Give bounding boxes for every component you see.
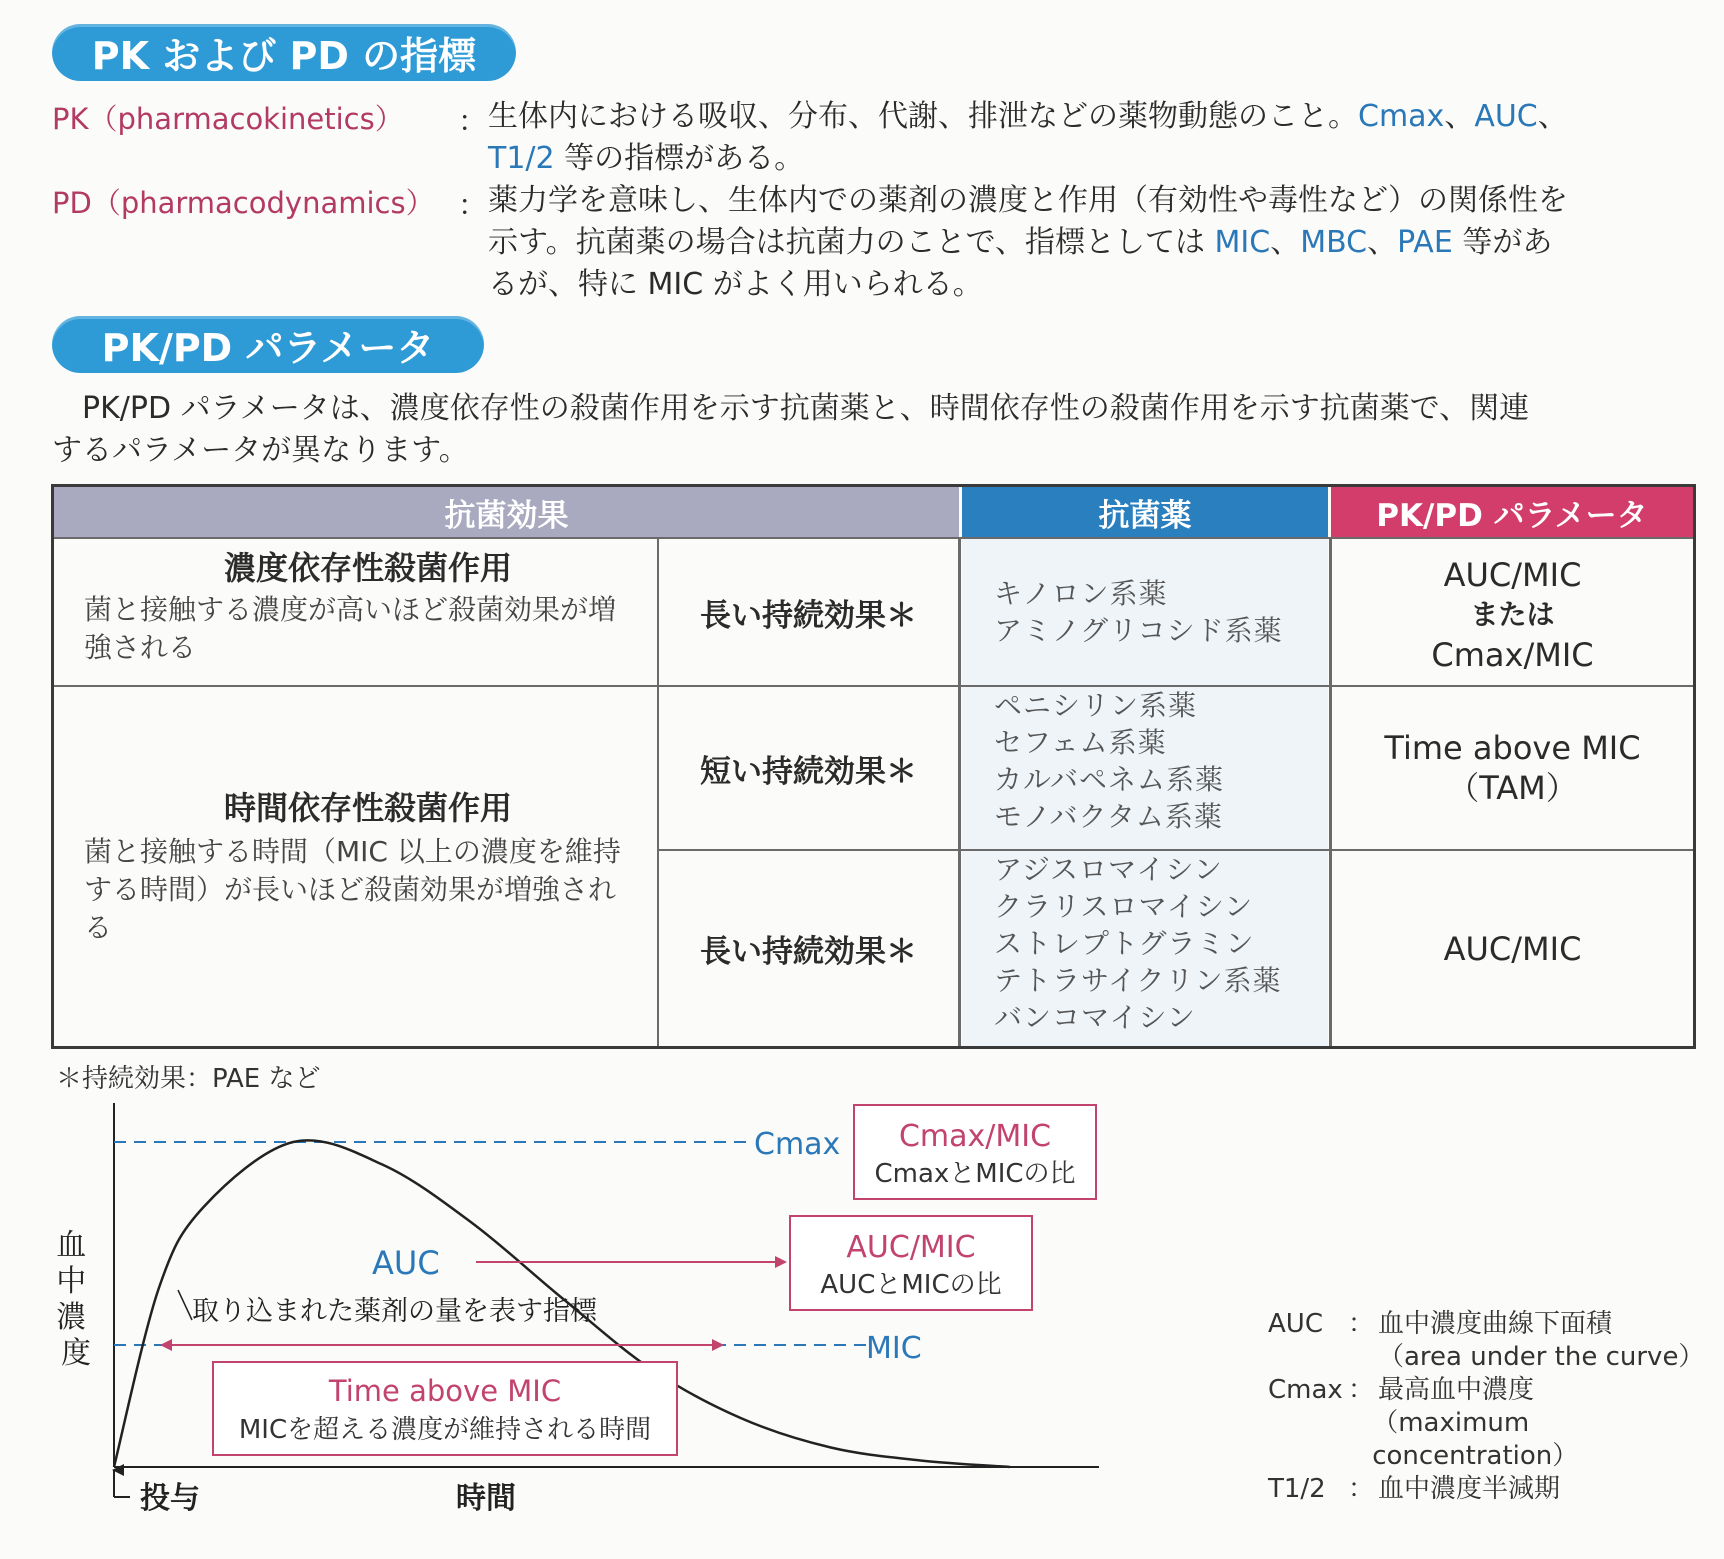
param-line: AUC/MIC: [1443, 929, 1582, 968]
drug-item: アミノグリコシド系薬: [994, 614, 1283, 647]
glossary-desc: 血中濃度曲線下面積: [1378, 1309, 1613, 1339]
ylabel-char: 濃: [56, 1300, 87, 1335]
x-origin-label: 投与: [140, 1481, 200, 1516]
tam-title: Time above MIC: [328, 1374, 562, 1408]
param-line: Cmax/MIC: [1431, 636, 1594, 674]
cmax-label: Cmax: [754, 1127, 841, 1162]
pd-line-3: るが、特に MIC がよく用いられる。: [488, 267, 983, 302]
auc-pointer: [178, 1290, 192, 1320]
pd-term: PD（pharmacodynamics）: [52, 186, 435, 220]
table-footnote: ＊持続効果：PAE など: [56, 1064, 321, 1094]
effect-time-desc: 菌と接触する時間（MIC 以上の濃度を維持する時間）が長いほど殺菌効果が増強される: [84, 835, 621, 944]
section-heading-text: PK および PD の指標: [91, 34, 477, 78]
param-line: または: [1470, 598, 1555, 631]
tam-box: [213, 1362, 677, 1455]
y-axis-label: [56, 1228, 96, 1371]
drug-item: カルバペネム系薬: [994, 763, 1225, 796]
pk-term: PK（pharmacokinetics）: [52, 102, 404, 136]
glossary-term: T1/2: [1268, 1474, 1326, 1504]
mic-label: MIC: [866, 1331, 922, 1366]
cmax-mic-box: [854, 1105, 1096, 1199]
glossary-colon: ：: [1348, 1375, 1375, 1405]
auc-desc: 取り込まれた薬剤の量を表す指標: [192, 1296, 597, 1327]
drug-item: セフェム系薬: [994, 726, 1167, 759]
pd-colon: ：: [458, 188, 488, 222]
header-param: PK/PD パラメータ: [1331, 487, 1693, 537]
glossary-row: [1268, 1308, 1724, 1341]
effect-conc-title: 濃度依存性殺菌作用: [224, 549, 513, 587]
auc-label: AUC: [372, 1244, 440, 1282]
glossary-sub: （area under the curve）: [1378, 1342, 1705, 1372]
ylabel-char: 中: [56, 1264, 87, 1299]
drug-item: テトラサイクリン系薬: [994, 964, 1282, 997]
auc-mic-box: [790, 1216, 1032, 1310]
auc-mic-desc: AUCとMICの比: [820, 1270, 1002, 1300]
pd-line-2: 示す。抗菌薬の場合は抗菌力のことで、指標としては MIC、MBC、PAE 等があ: [488, 225, 1553, 260]
glossary-desc: 血中濃度半減期: [1378, 1474, 1561, 1504]
glossary-sub-row: [1268, 1341, 1724, 1374]
header-drug: 抗菌薬: [962, 487, 1328, 537]
drug-item: キノロン系薬: [994, 577, 1168, 610]
header-effect: 抗菌効果: [54, 487, 959, 537]
cmax-mic-desc: CmaxとMICの比: [874, 1159, 1076, 1189]
tam-desc: MICを超える濃度が維持される時間: [238, 1415, 652, 1445]
pd-line-1: 薬力学を意味し、生体内での薬剤の濃度と作用（有効性や毒性など）の関係性を: [488, 183, 1568, 218]
drug-item: アジスロマイシン: [994, 853, 1223, 886]
glossary: [1268, 1308, 1724, 1506]
param-line: （TAM）: [1447, 769, 1578, 807]
glossary-sub: （maximum concentration）: [1372, 1408, 1579, 1471]
duration-short: 短い持続効果＊: [700, 753, 917, 790]
ylabel-char: 度: [61, 1336, 91, 1371]
intro-line-2: するパラメータが異なります。: [52, 433, 469, 468]
pk-colon: ：: [458, 104, 488, 138]
glossary-sub-row: [1268, 1407, 1724, 1473]
glossary-row: [1268, 1473, 1724, 1506]
drug-item: クラリスロマイシン: [994, 890, 1254, 923]
x-axis-label: 時間: [456, 1481, 516, 1516]
glossary-row: [1268, 1374, 1724, 1407]
pk-line-1: 生体内における吸収、分布、代謝、排泄などの薬物動態のこと。Cmax、AUC、: [488, 99, 1568, 134]
pk-line-2: T1/2 等の指標がある。: [488, 141, 805, 176]
drug-item: バンコマイシン: [994, 1001, 1196, 1034]
section-heading-text: PK/PD パラメータ: [101, 326, 435, 370]
cmax-mic-title: Cmax/MIC: [898, 1119, 1052, 1154]
intro-line-1: PK/PD パラメータは、濃度依存性の殺菌作用を示す抗菌薬と、時間依存性の殺菌作用を示す抗菌薬で、関連: [52, 391, 1530, 426]
param-line: AUC/MIC: [1443, 556, 1582, 594]
glossary-colon: ：: [1348, 1309, 1375, 1339]
glossary-term: Cmax: [1268, 1375, 1343, 1405]
drug-item: モノバクタム系薬: [994, 800, 1223, 833]
drug-item: ストレプトグラミン: [994, 927, 1255, 960]
duration-long-time: 長い持続効果＊: [700, 934, 917, 970]
auc-mic-title: AUC/MIC: [846, 1230, 976, 1265]
param-line: Time above MIC: [1384, 729, 1641, 767]
ylabel-char: 血: [56, 1228, 87, 1263]
glossary-desc: 最高血中濃度: [1378, 1375, 1535, 1405]
duration-long-conc: 長い持続効果＊: [700, 597, 917, 634]
effect-conc-desc: 菌と接触する濃度が高いほど殺菌効果が増強される: [84, 593, 617, 664]
drug-item: ペニシリン系薬: [994, 689, 1198, 722]
glossary-colon: ：: [1348, 1474, 1375, 1504]
effect-time-title: 時間依存性殺菌作用: [224, 789, 513, 827]
glossary-term: AUC: [1268, 1309, 1323, 1339]
